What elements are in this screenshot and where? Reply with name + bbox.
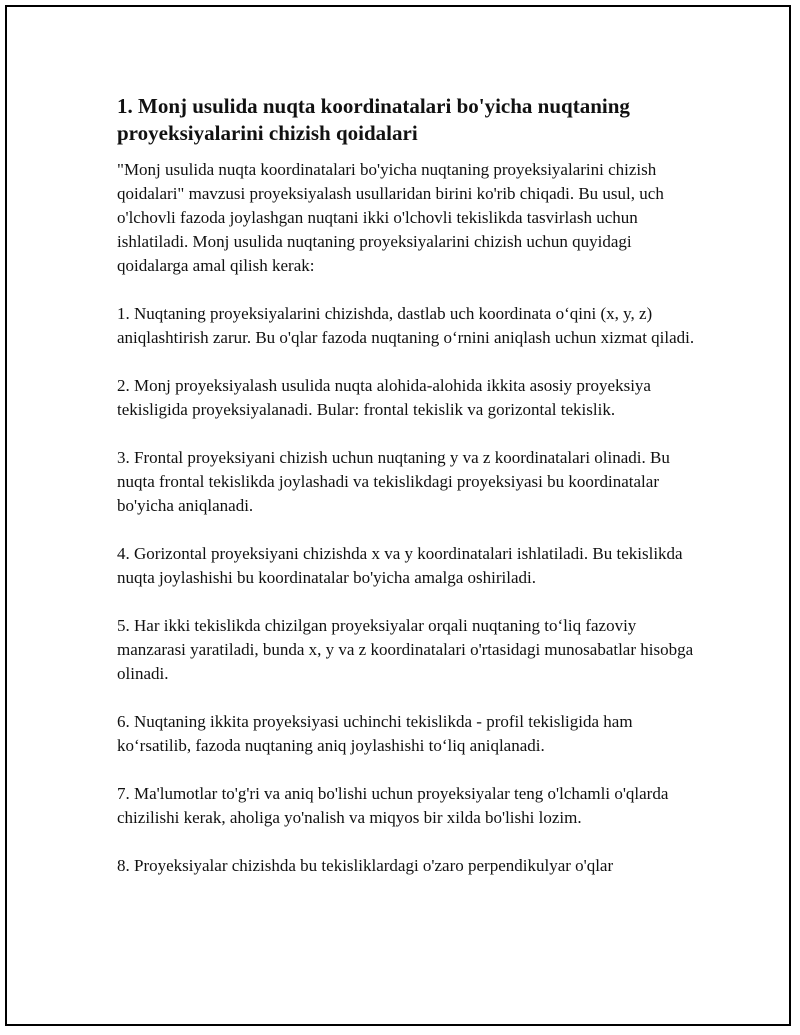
- document-heading: 1. Monj usulida nuqta koordinatalari bo'yicha nuqtaning proyeksiyalarini chizish qoidalari: [117, 94, 630, 145]
- rule-paragraph-2: 2. Monj proyeksiyalash usulida nuqta alohida-alohida ikkita asosiy proyeksiya tekisligida proyeksiyalanadi. Bular: frontal tekislik va gorizontal tekislik.: [117, 376, 651, 419]
- rule-paragraph-6: 6. Nuqtaning ikkita proyeksiyasi uchinchi tekislikda - profil tekisligida ham ko‘rsatilib, fazoda nuqtaning aniq joylashishi to‘liq aniqlanadi.: [117, 712, 633, 755]
- rule-paragraph-1: 1. Nuqtaning proyeksiyalarini chizishda, dastlab uch koordinata o‘qini (x, y, z) aniqlashtirish zarur. Bu o'qlar fazoda nuqtaning o‘rnini aniqlash uchun xizmat qiladi.: [117, 304, 695, 347]
- rule-paragraph-7: 7. Ma'lumotlar to'g'ri va aniq bo'lishi uchun proyeksiyalar teng o'lchamli o'qlarda chizilishi kerak, aholiga yo'nalish va miqyos bir xilda bo'lishi lozim.: [117, 784, 669, 827]
- document-body: [117, 93, 697, 902]
- rule-paragraph-3: 3. Frontal proyeksiyani chizish uchun nuqtaning y va z koordinatalari olinadi. Bu nuqta frontal tekislikda joylashadi va tekislikdagi proyeksiyasi bu koordinatalar bo'yicha aniqlanadi.: [117, 448, 670, 515]
- rule-paragraph-4: 4. Gorizontal proyeksiyani chizishda x va y koordinatalari ishlatiladi. Bu tekislikda nuqta joylashishi bu koordinatalar bo'yicha amalga oshiriladi.: [117, 544, 683, 587]
- rule-paragraph-8: 8. Proyeksiyalar chizishda bu tekisliklardagi o'zaro perpendikulyar o'qlar: [117, 856, 614, 875]
- rule-paragraph-5: 5. Har ikki tekislikda chizilgan proyeksiyalar orqali nuqtaning to‘liq fazoviy manzarasi yaratiladi, bunda x, y va z koordinatalari o'rtasidagi munosabatlar hisobga olinadi.: [117, 616, 694, 683]
- intro-paragraph: "Monj usulida nuqta koordinatalari bo'yicha nuqtaning proyeksiyalarini chizish qoidalari" mavzusi proyeksiyalash usullaridan birini ko'rib chiqadi. Bu usul, uch o'lchovli fazoda joylashgan nuqtani ikki o'lchovli tekislikda tasvirlash uchun ishlatiladi. Monj usulida nuqtaning proyeksiyalarini chizish uchun quyidagi qoidalarga amal qilish kerak:: [117, 160, 664, 275]
